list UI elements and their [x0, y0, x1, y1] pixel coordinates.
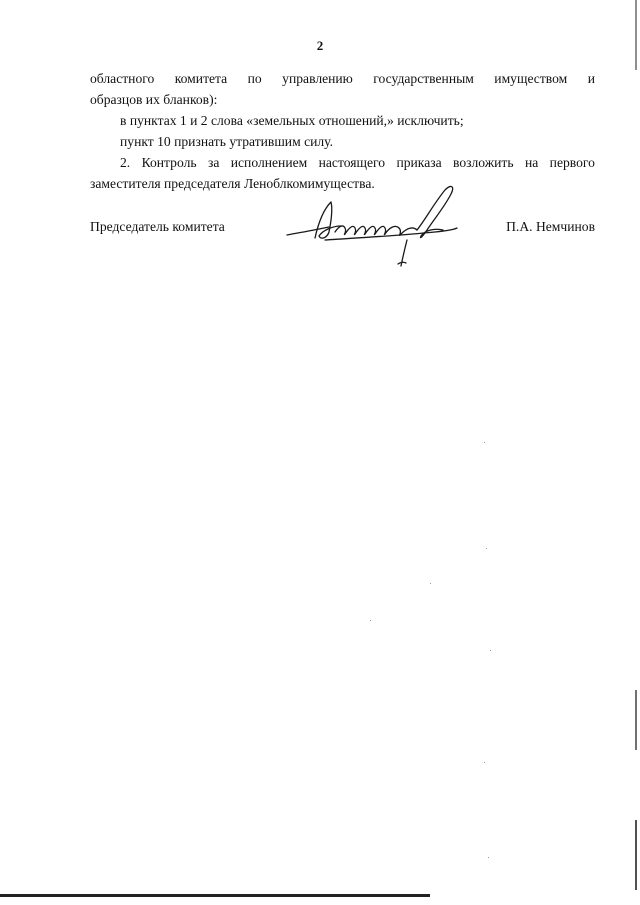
body-line-1 [90, 68, 595, 89]
handwritten-signature [285, 180, 460, 270]
body-word: на [524, 155, 539, 170]
body-line-5 [90, 152, 595, 173]
scan-bottom-line [0, 894, 430, 897]
body-word: имуществом [494, 71, 568, 86]
body-word: управлению [282, 71, 353, 86]
scan-speck [484, 762, 485, 763]
body-word: исполнением [230, 155, 308, 170]
scan-edge-line [635, 0, 637, 70]
body-line-6: заместителя председателя Леноблкомимущества. [90, 176, 375, 191]
scan-speck [486, 548, 487, 549]
body-word: Контроль [141, 155, 197, 170]
body-line-2: образцов их бланков): [90, 92, 218, 107]
body-line-3: в пунктах 1 и 2 слова «земельных отношений,» исключить; [120, 113, 464, 128]
page-number: 2 [316, 38, 324, 53]
signer-title: Председатель комитета [90, 219, 225, 234]
body-word: комитета [174, 71, 228, 86]
body-word: возложить [453, 155, 514, 170]
body-word: за [207, 155, 220, 170]
scan-edge-line [635, 820, 637, 890]
body-line-4: пункт 10 признать утратившим силу. [120, 134, 333, 149]
scan-speck [430, 583, 431, 584]
body-word: областного [90, 71, 155, 86]
body-word: приказа [396, 155, 442, 170]
scan-speck [490, 650, 491, 651]
body-word: 2. [120, 155, 131, 170]
scan-speck [488, 857, 489, 858]
body-word: настоящего [318, 155, 386, 170]
scan-edge-line [635, 690, 637, 750]
scan-speck [370, 620, 371, 621]
scan-speck [484, 442, 485, 443]
body-word: первого [549, 155, 595, 170]
body-word: государственным [373, 71, 474, 86]
body-word: и [587, 71, 595, 86]
document-body [90, 68, 595, 194]
signer-name: П.А. Немчинов [506, 219, 595, 234]
body-word: по [247, 71, 262, 86]
